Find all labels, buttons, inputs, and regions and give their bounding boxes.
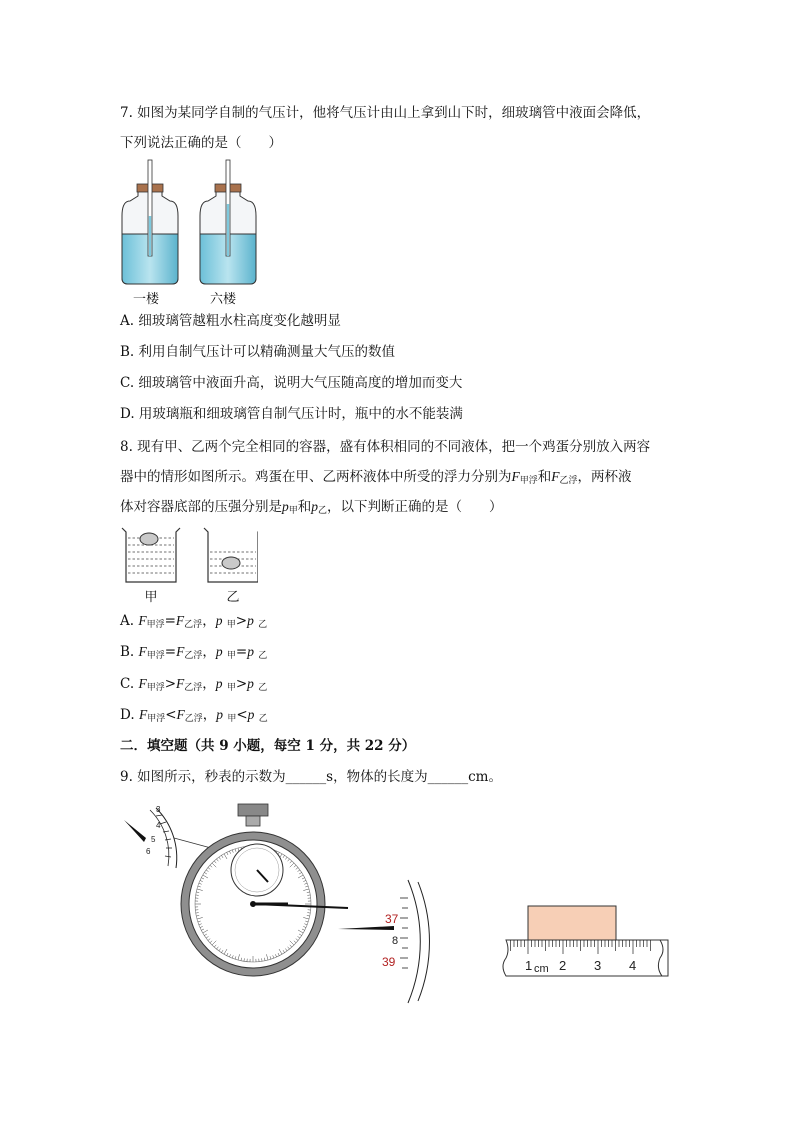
ruler-number: 2 bbox=[559, 958, 567, 973]
barometer-bottle-2 bbox=[200, 160, 256, 284]
beaker-yi bbox=[204, 528, 258, 582]
zoom-second-tick: 37 bbox=[385, 912, 399, 926]
beaker-label-yi: 乙 bbox=[226, 590, 240, 605]
barometer-figure bbox=[118, 156, 258, 291]
ruler-figure bbox=[498, 904, 678, 982]
answer-blank-stopwatch[interactable]: ______ bbox=[285, 769, 327, 785]
answer-blank-length[interactable]: ______ bbox=[427, 769, 469, 785]
zoom-minute-tick: 6 bbox=[146, 847, 151, 856]
zoom-minute-tick: 3 bbox=[156, 805, 161, 814]
q8-option-d: D. $F_{甲浮}<F_{乙浮}$，p $_甲$<p $_乙$ bbox=[120, 707, 268, 724]
stopwatch-figure bbox=[118, 798, 438, 1008]
q8-option-b: B. $F_{甲浮}=F_{乙浮}$，p $_甲$=p $_乙$ bbox=[120, 644, 268, 661]
beaker-label-jia: 甲 bbox=[144, 590, 158, 605]
barometer-bottle-1 bbox=[122, 160, 178, 284]
q8-option-a: A. $F_{甲浮}=F_{乙浮}$，p $_甲$>p $_乙$ bbox=[120, 613, 268, 630]
ruler-number: 1 bbox=[525, 958, 533, 973]
zoom-second-tick: 8 bbox=[392, 935, 399, 947]
q7-option-d: D. 用玻璃瓶和细玻璃管自制气压计时，瓶中的水不能装满 bbox=[120, 406, 463, 422]
q8-option-c: C. $F_{甲浮}>F_{乙浮}$，p $_甲$>p $_乙$ bbox=[120, 676, 268, 693]
q7-option-c: C. 细玻璃管中液面升高，说明大气压随高度的增加而变大 bbox=[120, 375, 463, 391]
zoom-minute-tick: 5 bbox=[151, 835, 156, 844]
zoom-minute-tick: 4 bbox=[156, 821, 161, 830]
beaker-figure bbox=[118, 524, 258, 586]
ruler-number: 3 bbox=[594, 958, 602, 973]
q7-option-a: A. 细玻璃管越粗水柱高度变化越明显 bbox=[120, 313, 341, 329]
ruler-number: 4 bbox=[629, 958, 637, 973]
bottle-label-1: 一楼 bbox=[132, 292, 159, 307]
q8-stem-line3: 体对容器底部的压强分别是$p_甲$和$p_乙$，以下判断正确的是（ ） bbox=[120, 499, 503, 516]
ruler-unit: cm bbox=[534, 963, 549, 975]
q7-option-b: B. 利用自制气压计可以精确测量大气压的数值 bbox=[120, 344, 396, 360]
q8-stem-line1: 8. 现有甲、乙两个完全相同的容器，盛有体积相同的不同液体，把一个鸡蛋分别放入两容 bbox=[120, 439, 651, 455]
beaker-jia bbox=[122, 528, 180, 582]
q9-stem: 9. 如图所示，秒表的示数为______s，物体的长度为______cm。 bbox=[120, 769, 502, 785]
stopwatch-body bbox=[181, 804, 348, 976]
zoom-second-tick: 39 bbox=[382, 955, 396, 969]
section-2-heading: 二．填空题（共 9 小题，每空 1 分，共 22 分） bbox=[120, 738, 416, 754]
bottle-label-2: 六楼 bbox=[209, 292, 236, 307]
q7-stem-line1: 7. 如图为某同学自制的气压计，他将气压计由山上拿到山下时，细玻璃管中液面会降低， bbox=[120, 105, 651, 121]
second-zoom-dial bbox=[338, 880, 429, 1003]
q7-stem-line2: 下列说法正确的是（ ） bbox=[120, 135, 282, 151]
q8-stem-line2: 器中的情形如图所示。鸡蛋在甲、乙两杯液体中所受的浮力分别为$F_{甲浮}$和$F_{乙浮}$，两杯液 bbox=[120, 469, 632, 486]
